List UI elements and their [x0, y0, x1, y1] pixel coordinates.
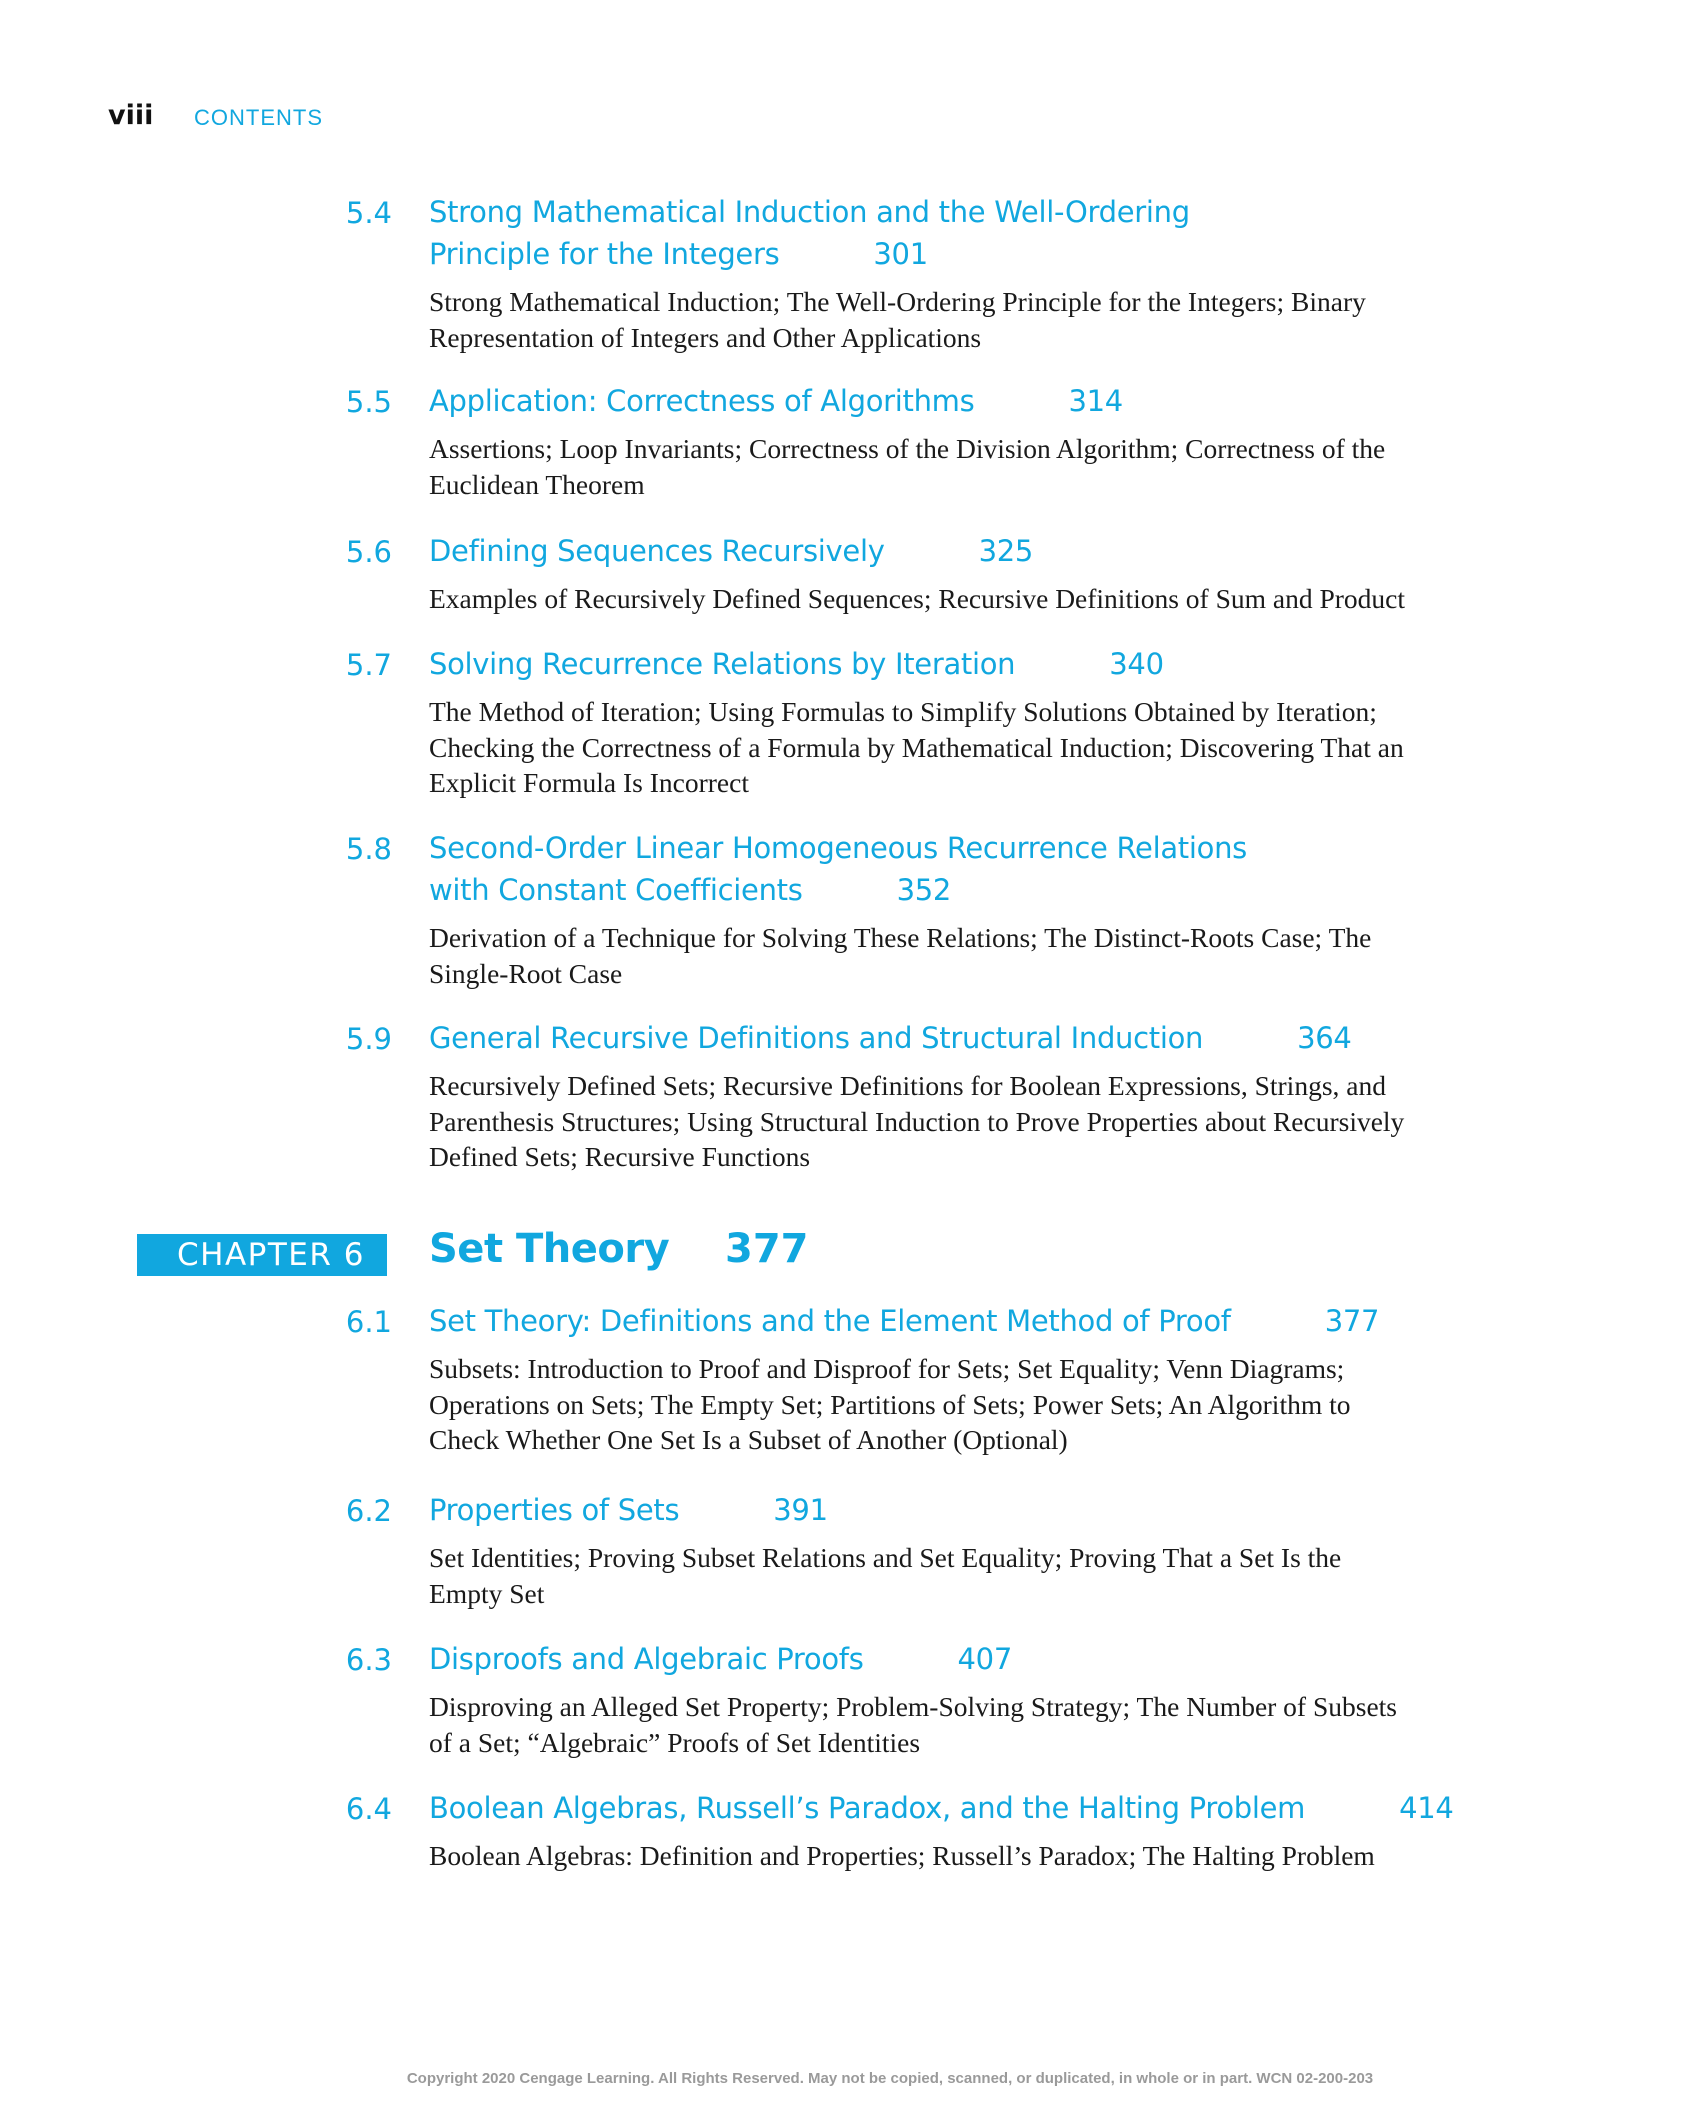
section-number: 5.4: [345, 196, 392, 230]
section-description: [429, 1540, 1519, 1611]
section-title-text: Set Theory: Definitions and the Element Method of Proof: [429, 1304, 1231, 1338]
section-number: 6.2: [345, 1494, 392, 1528]
section-title[interactable]: [429, 827, 1529, 911]
description-line: Checking the Correctness of a Formula by Mathematical Induction; Discovering That an: [429, 731, 1404, 763]
section-title-text: Principle for the Integers: [429, 237, 780, 271]
section-title-text: Properties of Sets: [429, 1493, 680, 1527]
chapter-page-number: 377: [725, 1226, 809, 1272]
section-title[interactable]: [429, 1017, 1529, 1059]
description-line: Empty Set: [429, 1577, 545, 1609]
section-number: 6.4: [345, 1792, 392, 1826]
section-description: [429, 694, 1519, 801]
description-line: Check Whether One Set Is a Subset of Another (Optional): [429, 1424, 1068, 1455]
page-number: viii: [108, 100, 154, 131]
section-description: [429, 1068, 1519, 1175]
description-line: Strong Mathematical Induction; The Well-Ordering Principle for the Integers; Binary: [429, 286, 1366, 317]
section-title-line: [429, 643, 1529, 685]
section-title[interactable]: [429, 380, 1529, 422]
description-line: Parenthesis Structures; Using Structural Induction to Prove Properties about Recursively: [429, 1105, 1405, 1137]
section-page-number: 391: [773, 1493, 828, 1527]
section-description: [429, 1838, 1519, 1874]
section-number: 5.6: [345, 535, 392, 569]
section-page-number: 301: [873, 237, 928, 271]
section-description: [429, 1351, 1519, 1458]
section-description: [429, 920, 1519, 991]
section-page-number: 414: [1399, 1791, 1454, 1825]
section-number: 5.8: [345, 832, 392, 866]
section-description: [429, 581, 1519, 617]
section-title-line: [429, 1300, 1529, 1342]
section-title[interactable]: [429, 1787, 1529, 1829]
section-page-number: 407: [957, 1642, 1012, 1676]
description-line: Representation of Integers and Other Applications: [429, 321, 982, 353]
section-title-text: Boolean Algebras, Russell’s Paradox, and the Halting Problem: [429, 1791, 1306, 1825]
section-title-line: [429, 827, 1529, 869]
section-title-line: [429, 1017, 1529, 1059]
section-page-number: 377: [1324, 1304, 1380, 1338]
description-line: Assertions; Loop Invariants; Correctness of the Division Algorithm; Correctness of the: [429, 433, 1386, 464]
section-description: [429, 284, 1519, 355]
section-title[interactable]: [429, 191, 1529, 275]
description-line: Examples of Recursively Defined Sequences; Recursive Definitions of Sum and Product: [429, 583, 1406, 614]
section-page-number: 314: [1068, 384, 1123, 418]
chapter-title: Set Theory: [429, 1226, 670, 1272]
chapter-label-box: CHAPTER 6: [137, 1234, 387, 1276]
section-title-line: [429, 233, 1529, 275]
section-page-number: 352: [896, 873, 952, 907]
section-title[interactable]: [429, 643, 1529, 685]
section-title-text: Disproofs and Algebraic Proofs: [429, 1642, 864, 1676]
section-page-number: 364: [1297, 1021, 1352, 1055]
description-line: Explicit Formula Is Incorrect: [429, 767, 749, 798]
section-title[interactable]: [429, 1300, 1529, 1342]
description-line: Defined Sets; Recursive Functions: [429, 1141, 811, 1172]
section-number: 5.7: [345, 648, 392, 682]
description-line: Disproving an Alleged Set Property; Problem-Solving Strategy; The Number of Subsets: [429, 1691, 1398, 1722]
section-number: 5.9: [345, 1022, 392, 1056]
section-title-text: Defining Sequences Recursively: [429, 534, 885, 568]
section-title[interactable]: [429, 1638, 1529, 1680]
section-title-text: Solving Recurrence Relations by Iteration: [429, 647, 1016, 681]
section-title[interactable]: [429, 1489, 1529, 1531]
section-title-line: [429, 1787, 1529, 1829]
section-title-line: [429, 1638, 1529, 1680]
description-line: Operations on Sets; The Empty Set; Partitions of Sets; Power Sets; An Algorithm to: [429, 1388, 1351, 1420]
description-line: Euclidean Theorem: [429, 468, 645, 500]
running-header: CONTENTS: [194, 105, 323, 130]
section-number: 6.1: [345, 1305, 392, 1339]
description-line: of a Set; “Algebraic” Proofs of Set Identities: [429, 1726, 921, 1758]
section-title-text: Second-Order Linear Homogeneous Recurrence Relations: [429, 831, 1247, 865]
section-description: [429, 431, 1519, 502]
section-title-line: [429, 380, 1529, 422]
section-description: [429, 1689, 1519, 1760]
section-number: 5.5: [345, 385, 392, 419]
description-line: Subsets: Introduction to Proof and Disproof for Sets; Set Equality; Venn Diagrams;: [429, 1353, 1345, 1384]
section-title-line: [429, 191, 1529, 233]
description-line: Single-Root Case: [429, 957, 623, 989]
section-title-text: General Recursive Definitions and Structural Induction: [429, 1021, 1204, 1055]
section-title-line: [429, 1489, 1529, 1531]
section-title-text: Application: Correctness of Algorithms: [429, 384, 975, 418]
description-line: Boolean Algebras: Definition and Properties; Russell’s Paradox; The Halting Problem: [429, 1840, 1375, 1871]
description-line: Set Identities; Proving Subset Relations and Set Equality; Proving That a Set Is the: [429, 1542, 1342, 1573]
description-line: Recursively Defined Sets; Recursive Definitions for Boolean Expressions, Strings, and: [429, 1070, 1386, 1101]
section-title-line: [429, 869, 1529, 911]
section-title-line: [429, 530, 1529, 572]
description-line: Derivation of a Technique for Solving These Relations; The Distinct-Roots Case; The: [429, 922, 1372, 953]
section-title-text: Strong Mathematical Induction and the Well-Ordering: [429, 195, 1190, 229]
section-title-text: with Constant Coefficients: [429, 873, 803, 907]
description-line: The Method of Iteration; Using Formulas to Simplify Solutions Obtained by Iteration;: [429, 696, 1377, 727]
section-title[interactable]: [429, 530, 1529, 572]
copyright-notice: Copyright 2020 Cengage Learning. All Rights Reserved. May not be copied, scanned, or duplicated, in whole or in part. WCN 02-200-203: [406, 2070, 1374, 2087]
section-page-number: 325: [978, 534, 1034, 568]
section-number: 6.3: [345, 1643, 392, 1677]
section-page-number: 340: [1109, 647, 1164, 681]
